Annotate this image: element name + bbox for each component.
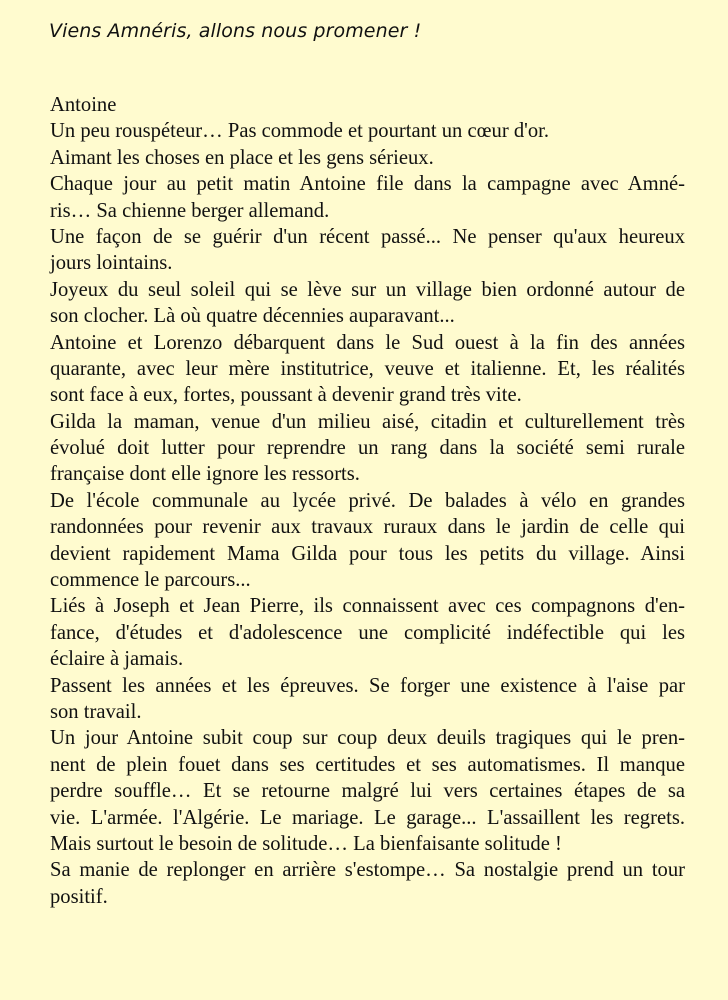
text-line: Passent les années et les épreuves. Se forger une existence à l'aise par xyxy=(50,674,685,697)
text-line: sont face à eux, fortes, poussant à devenir grand très vite. xyxy=(50,384,522,407)
text-line: randonnées pour revenir aux travaux ruraux dans le jardin de celle qui xyxy=(50,516,685,539)
text-line: Mais surtout le besoin de solitude… La bienfaisante solitude ! xyxy=(50,832,562,855)
text-line: son travail. xyxy=(50,700,142,723)
text-line: devient rapidement Mama Gilda pour tous les petits du village. Ainsi xyxy=(50,542,685,565)
text-line: quarante, avec leur mère institutrice, veuve et italienne. Et, les réalités xyxy=(50,357,685,380)
text-line: Une façon de se guérir d'un récent passé... Ne penser qu'aux heureux xyxy=(50,225,685,248)
text-line: positif. xyxy=(50,885,108,908)
text-line: Sa manie de replonger en arrière s'estompe… Sa nostalgie prend un tour xyxy=(50,859,685,882)
text-line: Antoine xyxy=(50,94,117,116)
text-line: commence le parcours... xyxy=(50,569,251,592)
text-line: Aimant les choses en place et les gens sérieux. xyxy=(50,146,434,169)
text-line: son clocher. Là où quatre décennies auparavant... xyxy=(50,305,455,328)
text-line: éclaire à jamais. xyxy=(50,648,184,671)
page-title: Viens Amnéris, allons nous promener ! xyxy=(49,20,422,42)
text-line: Un jour Antoine subit coup sur coup deux deuils tragiques qui le pren- xyxy=(50,727,685,750)
text-line: perdre souffle… Et se retourne malgré lui vers certaines étapes de sa xyxy=(50,780,685,803)
text-line: Liés à Joseph et Jean Pierre, ils connaissent avec ces compagnons d'en- xyxy=(50,595,685,618)
text-line: Gilda la maman, venue d'un milieu aisé, citadin et culturellement très xyxy=(50,410,685,433)
text-line: française dont elle ignore les ressorts. xyxy=(50,463,360,486)
text-line: De l'école communale au lycée privé. De balades à vélo en grandes xyxy=(50,489,685,512)
text-line: fance, d'études et d'adolescence une complicité indéfectible qui les xyxy=(50,621,685,644)
text-line: nent de plein fouet dans ses certitudes et ses automatismes. Il manque xyxy=(50,753,685,776)
text-line: jours lointains. xyxy=(50,252,173,275)
text-line: ris… Sa chienne berger allemand. xyxy=(50,199,330,222)
text-line: vie. L'armée. l'Algérie. Le mariage. Le garage... L'assaillent les regrets. xyxy=(50,806,685,829)
body-text xyxy=(50,92,685,910)
text-line: Antoine et Lorenzo débarquent dans le Sud ouest à la fin des années xyxy=(50,331,685,354)
text-line: évolué doit lutter pour reprendre un rang dans la société semi rurale xyxy=(50,437,685,460)
text-line: Joyeux du seul soleil qui se lève sur un village bien ordonné autour de xyxy=(50,278,685,301)
text-line: Un peu rouspéteur… Pas commode et pourtant un cœur d'or. xyxy=(50,120,549,143)
text-line: Chaque jour au petit matin Antoine file dans la campagne avec Amné- xyxy=(50,173,685,196)
